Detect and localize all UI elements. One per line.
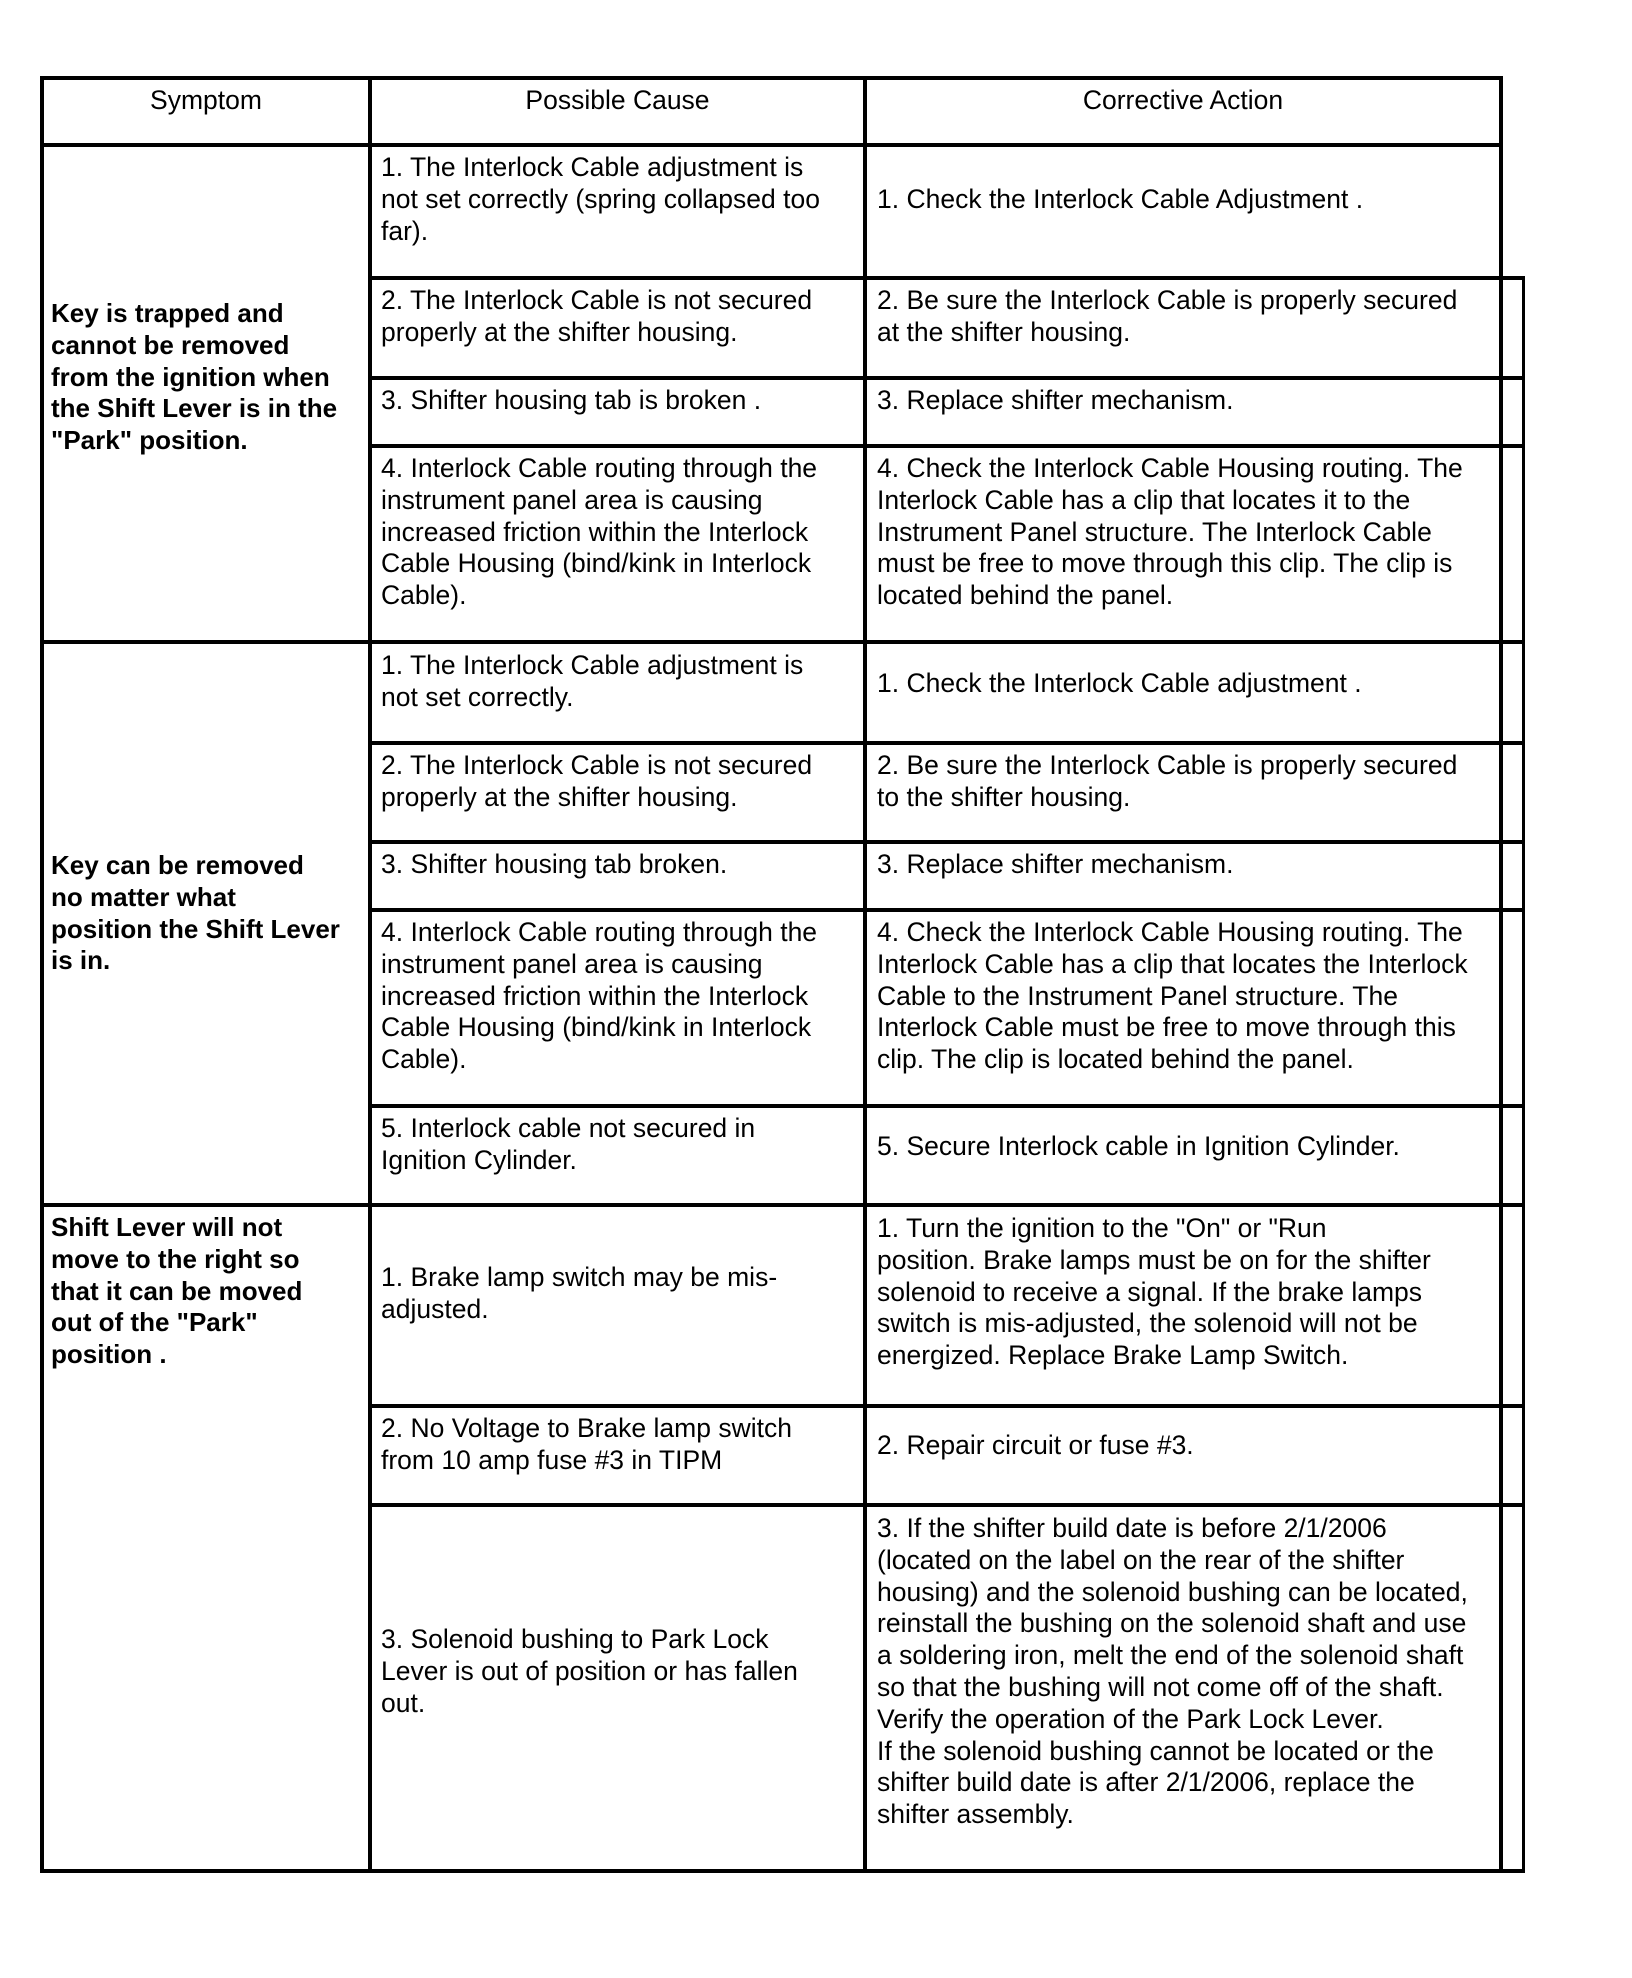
column-divider-symptom bbox=[368, 76, 372, 1873]
cause-cell: 5. Interlock cable not secured in Ignition Cylinder. bbox=[381, 1113, 756, 1175]
cause-cell: 2. The Interlock Cable is not secured properly at the shifter housing. bbox=[381, 285, 813, 347]
cause-cell: 3. Solenoid bushing to Park Lock Lever is out of position or has fallen out. bbox=[381, 1624, 798, 1718]
row-divider bbox=[368, 840, 1525, 844]
action-cell: 5. Secure Interlock cable in Ignition Cylinder. bbox=[877, 1131, 1400, 1161]
cause-cell: 3. Shifter housing tab broken. bbox=[381, 849, 728, 879]
symptom-key-removable: Key can be removed no matter what position the Shift Lever is in. bbox=[51, 850, 340, 976]
symptom-key-trapped: Key is trapped and cannot be removed from the ignition when the Shift Lever is in the "Park" position. bbox=[51, 298, 338, 456]
group-divider-2 bbox=[40, 1203, 1525, 1207]
symptom-shift-lever-stuck: Shift Lever will not move to the right so that it can be moved out of the "Park" position . bbox=[51, 1212, 303, 1370]
cause-cell: 4. Interlock Cable routing through the instrument panel area is causing increased friction within the Interlock Cable Housing (bind/kink in Interlock Cable). bbox=[381, 917, 818, 1075]
table-border-left bbox=[40, 76, 44, 1873]
action-cell: 1. Check the Interlock Cable adjustment . bbox=[877, 668, 1362, 698]
group-divider-1 bbox=[40, 640, 1525, 644]
action-cell: 3. Replace shifter mechanism. bbox=[877, 849, 1234, 879]
row-divider bbox=[368, 741, 1525, 745]
action-cell: 4. Check the Interlock Cable Housing routing. The Interlock Cable has a clip that locates it to the Instrument Panel structure. The Interlock Cable must be free to move through this clip. The clip is located behind the panel. bbox=[877, 453, 1463, 611]
cause-cell: 1. Brake lamp switch may be mis- adjusted. bbox=[381, 1262, 778, 1324]
header-corrective-action: Corrective Action bbox=[1082, 85, 1284, 115]
cause-cell: 4. Interlock Cable routing through the instrument panel area is causing increased friction within the Interlock Cable Housing (bind/kink in Interlock Cable). bbox=[381, 453, 818, 611]
row-divider bbox=[368, 444, 1525, 448]
row-divider bbox=[368, 1404, 1525, 1408]
header-divider bbox=[40, 143, 1503, 147]
table-border-top bbox=[40, 76, 1503, 80]
action-cell: 2. Be sure the Interlock Cable is properly secured at the shifter housing. bbox=[877, 285, 1458, 347]
action-cell: 3. Replace shifter mechanism. bbox=[877, 385, 1234, 415]
column-divider-cause bbox=[863, 76, 867, 1873]
cause-cell: 2. The Interlock Cable is not secured properly at the shifter housing. bbox=[381, 750, 813, 812]
action-cell: 2. Repair circuit or fuse #3. bbox=[877, 1430, 1194, 1460]
row-divider bbox=[368, 908, 1525, 912]
table-border-bottom bbox=[40, 1869, 1525, 1873]
cause-cell: 2. No Voltage to Brake lamp switch from 10 amp fuse #3 in TIPM bbox=[381, 1413, 792, 1475]
header-possible-cause: Possible Cause bbox=[525, 85, 710, 115]
table-border-right-outer bbox=[1522, 276, 1525, 1873]
row-divider bbox=[368, 276, 1525, 280]
action-cell: 1. Turn the ignition to the "On" or "Run position. Brake lamps must be on for the shifter solenoid to receive a signal. If the brake lamps switch is mis-adjusted, the solenoid will not be energized. Replace Brake Lamp Switch. bbox=[877, 1213, 1431, 1371]
cause-cell: 3. Shifter housing tab is broken . bbox=[381, 385, 762, 415]
cause-cell: 1. The Interlock Cable adjustment is not set correctly (spring collapsed too far). bbox=[381, 152, 820, 246]
row-divider bbox=[368, 1503, 1525, 1507]
action-cell: 3. If the shifter build date is before 2/1/2006 (located on the label on the rear of the shifter housing) and the solenoid bushing can be located, reinstall the bushing on the solenoid shaft and use a soldering iron, melt the end of the solenoid shaft so that the bushing will not come off of the shaft. Verify the operation of the Park Lock Lever. If the solenoid bushing cannot be located or the shifter build date is after 2/1/2006, replace the shifter assembly. bbox=[877, 1513, 1468, 1830]
cause-cell: 1. The Interlock Cable adjustment is not set correctly. bbox=[381, 650, 804, 712]
header-symptom: Symptom bbox=[150, 85, 262, 115]
action-cell: 4. Check the Interlock Cable Housing routing. The Interlock Cable has a clip that locates the Interlock Cable to the Instrument Panel structure. The Interlock Cable must be free to move through this clip. The clip is located behind the panel. bbox=[877, 917, 1468, 1075]
row-divider bbox=[368, 1104, 1525, 1108]
table-border-right bbox=[1499, 76, 1503, 1873]
row-divider bbox=[368, 376, 1525, 380]
action-cell: 1. Check the Interlock Cable Adjustment . bbox=[877, 184, 1364, 214]
action-cell: 2. Be sure the Interlock Cable is properly secured to the shifter housing. bbox=[877, 750, 1458, 812]
